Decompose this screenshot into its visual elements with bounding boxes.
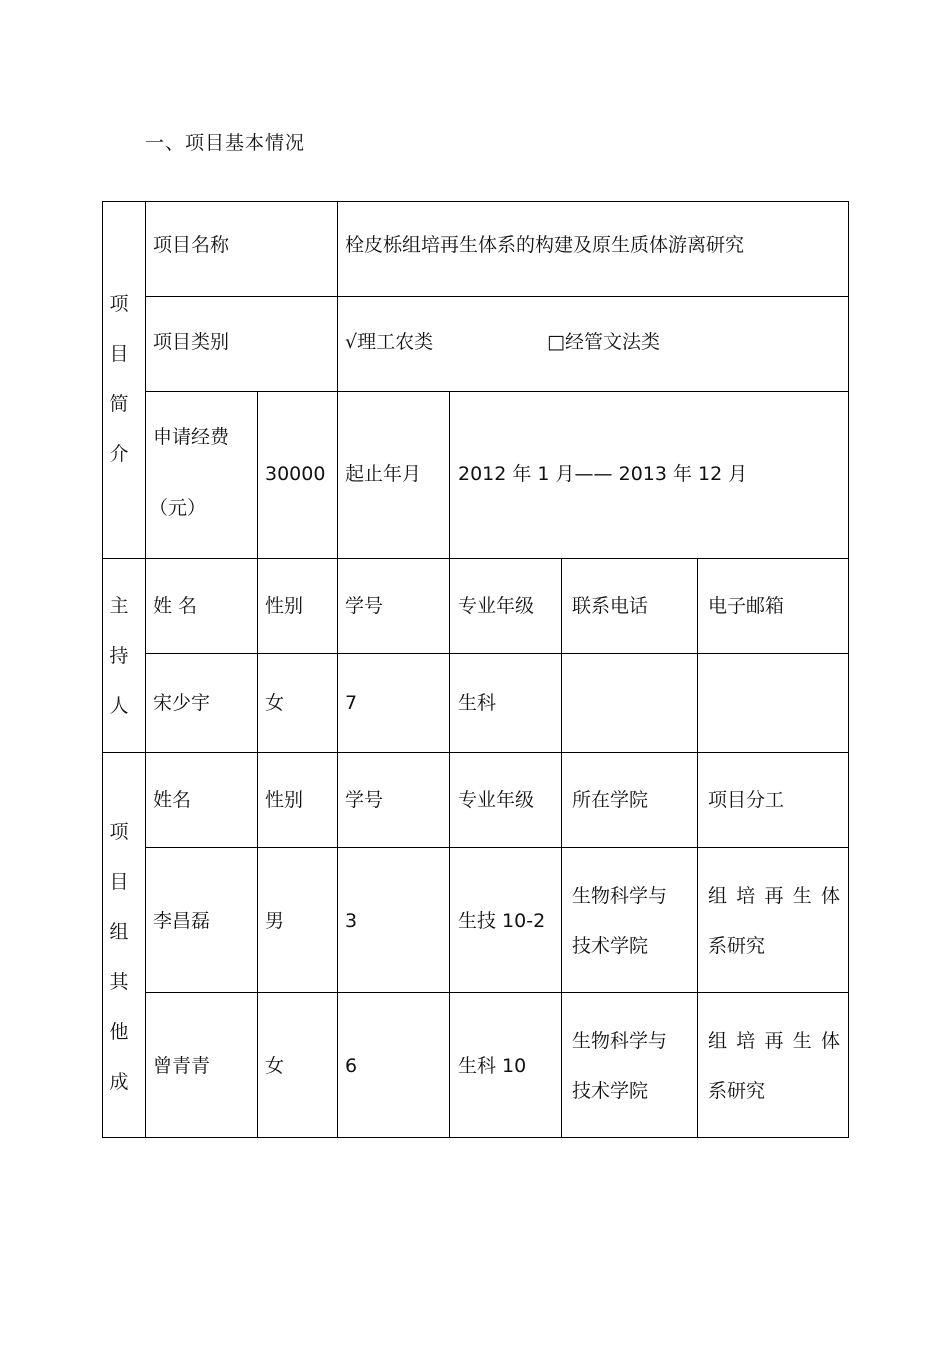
- fund-value: 30000: [265, 463, 326, 485]
- member-header-task: 项目分工: [708, 789, 785, 811]
- member-major: 生技 10-2: [458, 910, 546, 932]
- table-rule: [145, 847, 849, 848]
- table-rule: [102, 558, 849, 559]
- member-header-id: 学号: [345, 789, 384, 811]
- fund-unit-label: （元）: [149, 497, 207, 519]
- member-task: 组 培 再 生 体 系研究: [708, 885, 840, 957]
- table-rule: [561, 558, 562, 1138]
- project-name-value: 栓皮栎组培再生体系的构建及原生质体游离研究: [345, 234, 745, 256]
- member-id: 6: [345, 1055, 358, 1077]
- member-name: 曾青青: [153, 1055, 211, 1077]
- side-label-members: 项 目 组 其 他 成: [109, 821, 129, 1093]
- host-header-name: 姓 名: [153, 595, 198, 617]
- host-name: 宋少宇: [153, 692, 211, 714]
- member-gender: 男: [265, 910, 285, 932]
- table-rule: [145, 201, 146, 1138]
- host-header-id: 学号: [345, 595, 384, 617]
- table-rule: [449, 391, 450, 1138]
- member-header-college: 所在学院: [572, 789, 649, 811]
- host-gender: 女: [265, 692, 285, 714]
- host-header-gender: 性别: [265, 595, 304, 617]
- project-name-label: 项目名称: [153, 234, 230, 256]
- host-id: 7: [345, 692, 358, 714]
- side-label-host: 主 持 人: [109, 595, 129, 717]
- table-rule: [337, 201, 338, 391]
- member-college: 生物科学与 技术学院: [572, 1030, 668, 1102]
- table-rule: [145, 391, 849, 392]
- table-rule: [145, 992, 849, 993]
- member-header-gender: 性别: [265, 789, 304, 811]
- table-rule: [257, 391, 258, 1138]
- project-category-label: 项目类别: [153, 331, 230, 353]
- table-rule: [697, 558, 698, 1138]
- host-header-major: 专业年级: [458, 595, 535, 617]
- member-major: 生科 10: [458, 1055, 527, 1077]
- member-header-name: 姓名: [153, 789, 192, 811]
- period-label: 起止年月: [345, 463, 422, 485]
- category-unchecked-option: □经管文法类: [547, 331, 660, 353]
- section-heading: 一、项目基本情况: [145, 132, 306, 154]
- host-header-email: 电子邮箱: [708, 595, 785, 617]
- category-checked-option: √理工农类: [345, 331, 434, 353]
- table-rule: [145, 296, 849, 297]
- host-header-phone: 联系电话: [572, 595, 649, 617]
- member-id: 3: [345, 910, 358, 932]
- member-name: 李昌磊: [153, 910, 211, 932]
- period-value: 2012 年 1 月—— 2013 年 12 月: [458, 463, 748, 485]
- member-header-major: 专业年级: [458, 789, 535, 811]
- host-major: 生科: [458, 692, 497, 714]
- member-gender: 女: [265, 1055, 285, 1077]
- side-label-intro: 项 目 简 介: [109, 293, 129, 465]
- fund-label: 申请经费: [153, 426, 230, 448]
- table-rule: [337, 391, 338, 1138]
- member-college: 生物科学与 技术学院: [572, 885, 668, 957]
- table-rule: [145, 653, 849, 654]
- member-task: 组 培 再 生 体 系研究: [708, 1030, 840, 1102]
- table-rule: [102, 752, 849, 753]
